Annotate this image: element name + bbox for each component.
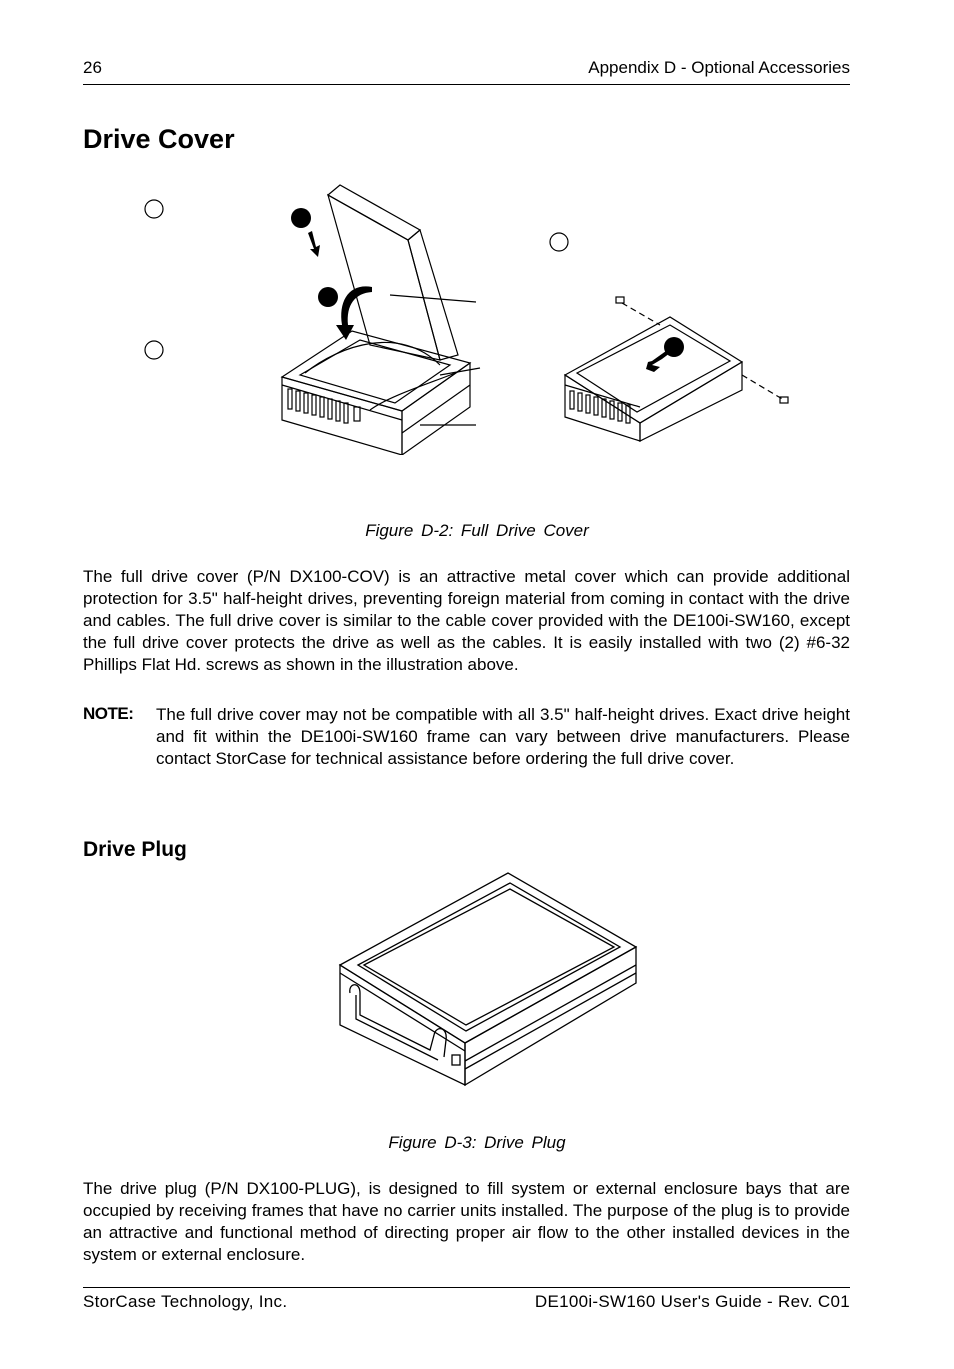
section-title-drive-cover: Drive Cover xyxy=(83,124,235,154)
header-rule xyxy=(83,84,850,85)
footer-document: DE100i-SW160 User's Guide - Rev. C01 xyxy=(534,1292,850,1311)
drive-cover-paragraph xyxy=(83,566,850,676)
vent-slots xyxy=(288,389,348,423)
footer-company: StorCase Technology, Inc. xyxy=(83,1292,288,1311)
footer-rule xyxy=(83,1287,850,1288)
page-number: 26 xyxy=(83,58,102,77)
figure-caption-d2: Figure D-2: Full Drive Cover xyxy=(365,521,589,540)
figure-caption-d3: Figure D-3: Drive Plug xyxy=(388,1133,566,1152)
callout-circle-filled xyxy=(291,208,311,228)
callout-circle-empty xyxy=(145,341,163,359)
body-text: The full drive cover (P/N DX100-COV) is an attractive metal cover which can provide additional protection for 3.5" half-height drives, preventing foreign material from coming in contact with the drive and cables. The full drive cover is similar to the cable cover provided with the DE100i-SW160, except the full drive cover protects the drive as well as the cables. It is easily installed with two (2) #6-32 Phillips Flat Hd. screws as shown in the illustration above. xyxy=(83,567,850,674)
screw-icon xyxy=(616,297,624,303)
arrow-slide-icon xyxy=(646,351,670,372)
figure-full-drive-cover xyxy=(140,175,820,455)
handle-icon xyxy=(350,985,446,1057)
note-text: The full drive cover may not be compatible with all 3.5" half-height drives. Exact drive height and fit within the DE100i-SW160 frame can vary between drive manufacturers. Please contact StorCase for technical assistance before ordering the full drive cover. xyxy=(156,705,850,768)
callout-circle-filled xyxy=(318,287,338,307)
figure-drive-plug xyxy=(330,865,650,1090)
callout-circle-empty xyxy=(550,233,568,251)
arrow-down-icon xyxy=(308,231,320,257)
running-header: Appendix D - Optional Accessories xyxy=(588,58,850,77)
body-text: The drive plug (P/N DX100-PLUG), is designed to fill system or external enclosure bays that are occupied by receiving frames that have no carrier units installed. The purpose of the plug is to provide an attractive and functional method of directing proper air flow to the other installed devices in the system or external enclosure. xyxy=(83,1179,850,1264)
section-title-drive-plug: Drive Plug xyxy=(83,838,187,861)
drive-plug-paragraph xyxy=(83,1178,850,1266)
drive-carrier-covered xyxy=(565,297,788,441)
note-label: NOTE: xyxy=(83,704,134,723)
callout-circle-empty xyxy=(145,200,163,218)
drive-carrier-open xyxy=(282,185,480,455)
